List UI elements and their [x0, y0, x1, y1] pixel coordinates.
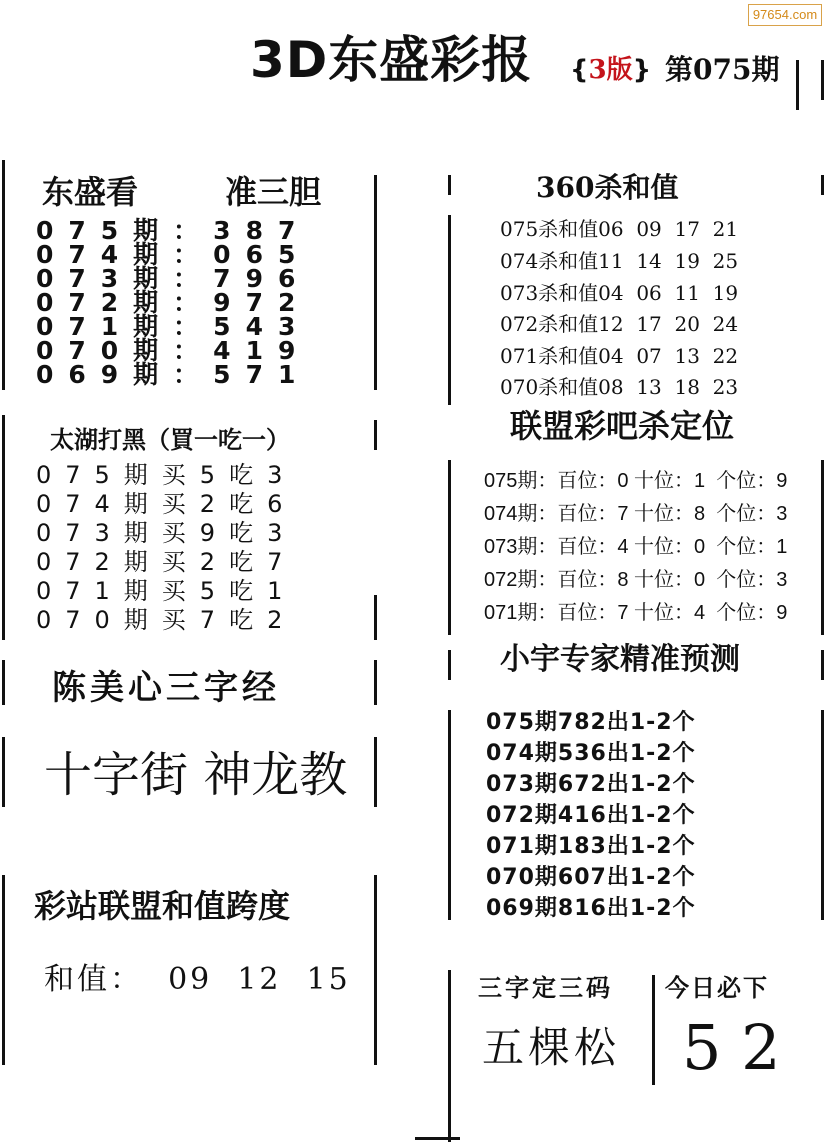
divider	[448, 710, 451, 920]
divider	[652, 975, 655, 1085]
dongsheng-row: 070期：419	[36, 336, 311, 365]
xiaozi-row: 073期672出1-2个	[486, 772, 696, 797]
taihu-row: 074期买2吃6	[36, 490, 297, 518]
xiaozi-row: 074期536出1-2个	[486, 741, 696, 766]
xiaozi-row: 071期183出1-2个	[486, 834, 696, 859]
caizhan-text: 和值： 09 12 15	[44, 962, 351, 997]
divider	[2, 737, 5, 807]
divider	[448, 970, 451, 1142]
kill360-row: 070杀和值08 13 18 23	[500, 375, 739, 399]
divider	[374, 175, 377, 390]
divider	[374, 737, 377, 807]
edition-brace-close: }	[632, 55, 652, 85]
edition-badge	[570, 52, 651, 88]
divider	[821, 710, 824, 920]
divider	[821, 650, 824, 680]
divider	[2, 415, 5, 640]
edition-brace-open: {	[570, 55, 589, 85]
divider	[821, 60, 824, 100]
divider	[2, 875, 5, 1065]
dongsheng-row: 073期：796	[36, 264, 311, 293]
lianmeng-row: 074期：百位：7 十位：8 个位：3	[484, 503, 788, 525]
divider	[821, 175, 824, 195]
chenmeixin-title: 陈美心三字经	[52, 668, 280, 708]
dongsheng-row: 071期：543	[36, 312, 311, 341]
divider	[374, 595, 377, 640]
lianmeng-row: 075期：百位：0 十位：1 个位：9	[484, 470, 788, 492]
divider	[374, 660, 377, 705]
kill360-row: 073杀和值04 06 11 19	[500, 281, 739, 305]
kill360-row: 075杀和值06 09 17 21	[500, 217, 739, 241]
divider	[374, 875, 377, 1065]
lianmeng-row: 072期：百位：8 十位：0 个位：3	[484, 569, 788, 591]
taihu-row: 073期买9吃3	[36, 519, 297, 547]
chenmeixin-text: 十字街 神龙教	[44, 747, 348, 803]
sanzi-text: 五棵松	[482, 1023, 621, 1072]
kill360-title: 360杀和值	[536, 171, 679, 204]
divider	[448, 215, 451, 405]
jinri-title: 今日必下	[665, 974, 769, 1002]
lianmeng-row: 071期：百位：7 十位：4 个位：9	[484, 602, 788, 624]
divider	[448, 650, 451, 680]
taihu-row: 071期买5吃1	[36, 577, 297, 605]
divider	[448, 460, 451, 635]
kill360-row: 072杀和值12 17 20 24	[500, 312, 739, 336]
xiaozi-title: 小宇专家精准预测	[500, 642, 740, 677]
jinri-text: 5 2	[682, 1011, 781, 1084]
taihu-title: 太湖打黑（買一吃一）	[50, 425, 290, 454]
dongsheng-title-right: 准三胆	[225, 173, 322, 211]
site-watermark: 97654.com	[748, 4, 822, 26]
page-title: 3D东盛彩报	[250, 31, 533, 89]
dongsheng-row: 074期：065	[36, 240, 311, 269]
lianmeng-title: 联盟彩吧杀定位	[510, 407, 735, 445]
xiaozi-row: 069期816出1-2个	[486, 896, 696, 921]
kill360-row: 074杀和值11 14 19 25	[500, 249, 739, 273]
divider	[2, 660, 5, 705]
xiaozi-row: 072期416出1-2个	[486, 803, 696, 828]
xiaozi-row: 070期607出1-2个	[486, 865, 696, 890]
divider	[415, 1137, 460, 1140]
taihu-row: 075期买5吃3	[36, 461, 297, 489]
issue-number: 第075期	[665, 53, 780, 86]
edition-label: 3版	[588, 55, 633, 85]
divider	[821, 460, 824, 635]
divider	[2, 160, 5, 390]
sanzi-title: 三字定三码	[478, 974, 613, 1002]
divider	[796, 60, 799, 110]
caizhan-title: 彩站联盟和值跨度	[34, 887, 291, 925]
kill360-row: 071杀和值04 07 13 22	[500, 344, 739, 368]
divider	[374, 420, 377, 450]
dongsheng-row: 069期：571	[36, 360, 311, 389]
dongsheng-row: 072期：972	[36, 288, 311, 317]
taihu-row: 072期买2吃7	[36, 548, 297, 576]
lianmeng-row: 073期：百位：4 十位：0 个位：1	[484, 536, 788, 558]
dongsheng-row: 075期：387	[36, 216, 311, 245]
taihu-row: 070期买7吃2	[36, 606, 297, 634]
xiaozi-row: 075期782出1-2个	[486, 710, 696, 735]
dongsheng-title-left: 东盛看	[42, 173, 139, 211]
divider	[448, 175, 451, 195]
